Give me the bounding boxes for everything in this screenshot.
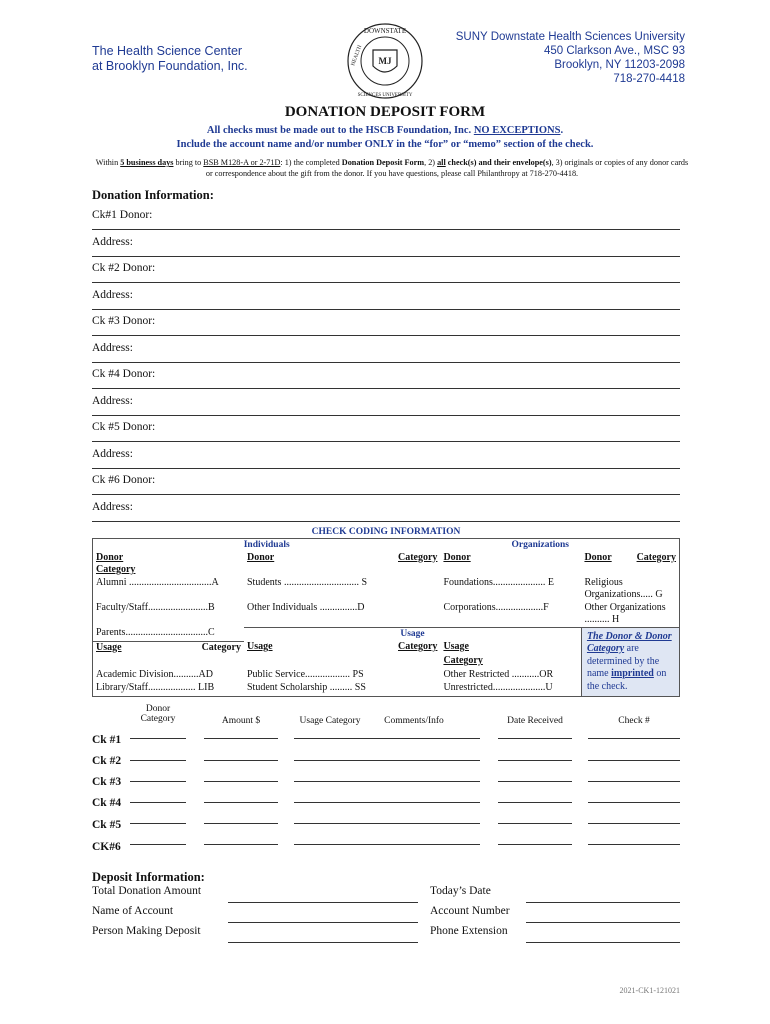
check-number-input[interactable]	[588, 781, 680, 782]
note-text: are determined by the name	[586, 643, 660, 679]
no-exceptions-text: NO EXCEPTIONS	[473, 125, 561, 136]
svg-text:SCIENCES UNIVERSITY: SCIENCES UNIVERSITY	[357, 93, 413, 98]
usage-comments-input[interactable]	[294, 738, 480, 739]
check-row-label: Ck #4	[92, 797, 122, 809]
instr-checks: check(s) and their envelope(s)	[445, 158, 552, 167]
donor-category-input[interactable]	[130, 844, 186, 845]
usage-header: Usage	[244, 627, 581, 641]
field-label: Address:	[92, 342, 133, 354]
code-academic: Academic Division..........AD	[93, 669, 245, 683]
instr-part: , 2)	[424, 158, 438, 167]
amount-input[interactable]	[204, 802, 278, 803]
date-received-input[interactable]	[498, 738, 572, 739]
organization-name	[92, 44, 248, 74]
field-label: Ck #6 Donor:	[92, 474, 156, 486]
usage-comments-input[interactable]	[294, 781, 480, 782]
org-line-1: The Health Science Center	[92, 44, 243, 58]
address-field-ck4[interactable]	[92, 389, 680, 416]
header-date-received: Date Received	[507, 716, 563, 726]
check-row-label: Ck #3	[92, 776, 122, 788]
usage-comments-input[interactable]	[294, 802, 480, 803]
header-check-number: Check #	[618, 716, 650, 726]
payable-instruction	[0, 125, 770, 136]
donor-category-input[interactable]	[130, 823, 186, 824]
amount-input[interactable]	[204, 823, 278, 824]
code-students: Students .............................. S	[247, 576, 368, 588]
field-label: Ck #2 Donor:	[92, 262, 156, 274]
code-corporations: Corporations...................F	[443, 601, 549, 613]
date-received-input[interactable]	[498, 802, 572, 803]
deposit-info-title: Deposit Information:	[92, 870, 205, 884]
coding-title: CHECK CODING INFORMATION	[311, 527, 461, 537]
org-line-2: at Brooklyn Foundation, Inc.	[92, 59, 248, 73]
header-donor-category: Donor Category	[140, 704, 176, 724]
donor-category-input[interactable]	[130, 802, 186, 803]
note-text: on the check.	[586, 668, 667, 692]
svg-text:DOWNSTATE: DOWNSTATE	[363, 27, 407, 35]
instr-deadline: 5 business days	[120, 158, 174, 167]
instr-part: : 1) the completed	[280, 158, 342, 167]
instr-all: all	[437, 158, 446, 167]
person-deposit-label: Person Making Deposit	[92, 925, 201, 937]
col-donor: Donor	[247, 551, 275, 563]
check-number-input[interactable]	[588, 844, 680, 845]
submission-instructions	[92, 157, 692, 179]
total-donation-input[interactable]	[228, 902, 418, 903]
memo-instruction: Include the account name and/or number ONLY in the “for” or “memo” section of the check.	[176, 139, 594, 150]
code-scholarship: Student Scholarship ......... SS	[244, 682, 440, 696]
donor-category-input[interactable]	[130, 781, 186, 782]
check-row-label: CK#6	[92, 841, 121, 853]
instr-form-name: Donation Deposit Form	[341, 158, 425, 167]
payable-period: .	[560, 125, 564, 136]
amount-input[interactable]	[204, 738, 278, 739]
code-unrestricted: Unrestricted.....................U	[440, 682, 581, 696]
field-label: Address:	[92, 395, 133, 407]
code-public-service: Public Service.................. PS	[247, 668, 364, 680]
donor-category-input[interactable]	[130, 760, 186, 761]
check-number-input[interactable]	[588, 802, 680, 803]
instr-part: Within	[95, 158, 121, 167]
code-other-individuals: Other Individuals ...............D	[247, 601, 365, 613]
col-category: Category	[398, 641, 438, 653]
donor-field-ck2[interactable]	[92, 256, 680, 283]
date-received-input[interactable]	[498, 781, 572, 782]
phone-extension-label: Phone Extension	[430, 925, 508, 937]
code-library: Library/Staff................... LIB	[93, 682, 245, 696]
field-label: Address:	[92, 501, 133, 513]
account-name-input[interactable]	[228, 922, 418, 923]
organizations-header: Organizations	[440, 539, 679, 552]
individuals-header: Individuals	[93, 539, 441, 552]
date-received-input[interactable]	[498, 760, 572, 761]
todays-date-input[interactable]	[526, 902, 680, 903]
check-row-label: Ck #5	[92, 819, 122, 831]
date-received-input[interactable]	[498, 823, 572, 824]
header-usage-category: Usage Category	[299, 716, 361, 726]
check-coding-table	[92, 538, 680, 697]
donor-field-ck3[interactable]	[92, 309, 680, 336]
check-number-input[interactable]	[588, 823, 680, 824]
usage-comments-input[interactable]	[294, 823, 480, 824]
code-other-organizations: Other Organizations .......... H	[581, 602, 679, 628]
form-title: DONATION DEPOSIT FORM	[284, 104, 486, 120]
date-received-input[interactable]	[498, 844, 572, 845]
col-category: Category	[398, 551, 438, 563]
person-deposit-input[interactable]	[228, 942, 418, 943]
field-label: Ck #5 Donor:	[92, 421, 156, 433]
donor-category-note	[581, 627, 679, 697]
col-usage: Usage	[247, 641, 273, 653]
col-category: Category	[93, 564, 245, 577]
code-parents: Parents.................................C	[93, 627, 245, 641]
account-number-input[interactable]	[526, 922, 680, 923]
header-amount: Amount $	[221, 716, 261, 726]
code-alumni: Alumni .................................A	[93, 577, 245, 602]
address-field-ck6[interactable]	[92, 495, 680, 522]
check-number-input[interactable]	[588, 760, 680, 761]
code-faculty: Faculty/Staff........................B	[93, 602, 245, 628]
col-donor: Donor	[584, 551, 612, 563]
total-donation-label: Total Donation Amount	[92, 885, 202, 897]
header-comments: Comments/Info	[384, 716, 444, 726]
field-label: Address:	[92, 236, 133, 248]
col-usage	[93, 641, 245, 655]
donor-field-ck1[interactable]	[92, 203, 680, 230]
donor-field-ck5[interactable]	[92, 415, 680, 442]
check-number-input[interactable]	[588, 738, 680, 739]
field-label: Address:	[92, 289, 133, 301]
address-field-ck2[interactable]	[92, 283, 680, 310]
category-label: Category	[201, 641, 241, 653]
col-usage: Usage	[443, 641, 469, 653]
col-donor: Donor	[443, 551, 471, 563]
donation-info-title: Donation Information:	[92, 188, 214, 202]
usage-label: Usage	[96, 641, 122, 653]
note-imprinted: imprinted	[611, 668, 654, 679]
amount-input[interactable]	[204, 844, 278, 845]
account-number-label: Account Number	[430, 905, 510, 917]
form-version-code: 2021-CK1-121021	[619, 986, 680, 995]
check-row-label: Ck #2	[92, 755, 122, 767]
todays-date-label: Today’s Date	[430, 885, 491, 897]
city-state-zip: Brooklyn, NY 11203-2098	[554, 59, 685, 71]
street-address: 450 Clarkson Ave., MSC 93	[543, 45, 685, 57]
instr-location: BSB M128-A or 2-71D	[203, 158, 281, 167]
instr-part: bring to	[173, 158, 204, 167]
code-other-restricted: Other Restricted ...........OR	[443, 668, 554, 680]
col-category: Category	[443, 655, 483, 667]
field-label: Ck #4 Donor:	[92, 368, 156, 380]
svg-text:MJ: MJ	[378, 56, 392, 66]
code-religious: Religious Organizations..... G	[581, 577, 679, 602]
note-emphasis: The Donor & Donor Category	[586, 630, 672, 654]
donor-category-input[interactable]	[130, 738, 186, 739]
address-field-ck5[interactable]	[92, 442, 680, 469]
field-label: Ck #3 Donor:	[92, 315, 156, 327]
usage-comments-input[interactable]	[294, 760, 480, 761]
account-name-label: Name of Account	[92, 905, 174, 917]
phone-number: 718-270-4418	[613, 73, 685, 85]
donor-field-ck6[interactable]	[92, 468, 680, 495]
usage-comments-input[interactable]	[294, 844, 480, 845]
col-donor: Donor	[93, 552, 245, 565]
payable-text: All checks must be made out to the HSCB Foundation, Inc.	[206, 125, 472, 136]
address-field-ck3[interactable]	[92, 336, 680, 363]
instr-part: , 3) originals or copies of any donor cards or correspondence about the gift from the donor. If you have questions, please call Philanthropy at 718-270-4418.	[205, 158, 689, 178]
donor-field-ck4[interactable]	[92, 362, 680, 389]
university-address	[456, 30, 685, 86]
field-label: Address:	[92, 448, 133, 460]
amount-input[interactable]	[204, 760, 278, 761]
svg-text:HEALTH: HEALTH	[350, 44, 364, 67]
address-field-ck1[interactable]	[92, 230, 680, 257]
check-row-label: Ck #1	[92, 734, 122, 746]
university-seal-logo	[346, 22, 424, 100]
col-category: Category	[623, 552, 680, 565]
amount-input[interactable]	[204, 781, 278, 782]
university-name: SUNY Downstate Health Sciences University	[455, 31, 685, 43]
phone-extension-input[interactable]	[526, 942, 680, 943]
field-label: Ck#1 Donor:	[92, 209, 153, 221]
code-foundations: Foundations..................... E	[443, 576, 554, 588]
